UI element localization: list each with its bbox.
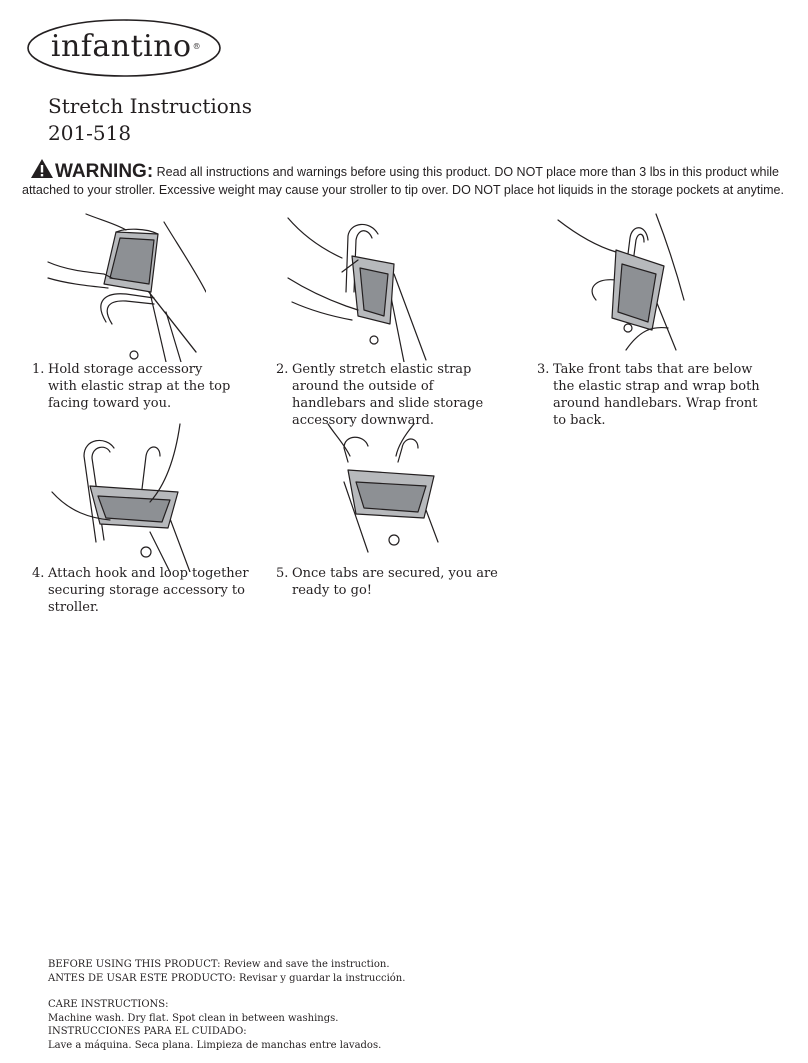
step-1-number: 1.	[32, 362, 45, 377]
step-3	[537, 361, 773, 429]
care-text-english: Machine wash. Dry flat. Spot clean in between washings.	[48, 1012, 339, 1024]
before-use-english: BEFORE USING THIS PRODUCT: Review and save the instruction.	[48, 959, 390, 970]
logo-trademark: ®	[192, 41, 202, 51]
warning-text-line2: attached to your stroller. Excessive weight may cause your stroller to tip over. DO NOT place hot liquids in the storage pockets at anytime.	[22, 183, 784, 197]
logo-text: infantino	[50, 28, 192, 64]
step-4-number: 4.	[32, 566, 45, 581]
before-use-spanish: ANTES DE USAR ESTE PRODUCTO: Revisar y guardar la instrucción.	[48, 972, 406, 984]
warning-text-line1: Read all instructions and warnings before using this product. DO NOT place more than 3 lbs in this product while	[156, 165, 779, 179]
step-2-number: 2.	[276, 362, 289, 377]
step-4	[32, 565, 254, 616]
care-heading-english: CARE INSTRUCTIONS:	[48, 999, 169, 1010]
brand-logo	[26, 18, 222, 78]
footer-notes	[48, 958, 748, 1052]
step-3-text: Take front tabs that are below the elastic strap and wrap both around handlebars. Wrap front to back.	[553, 362, 760, 428]
step-2	[276, 361, 508, 429]
document-number: 201-518	[48, 121, 132, 145]
step-1-illustration	[46, 212, 206, 362]
step-3-number: 3.	[537, 362, 550, 377]
step-2-text: Gently stretch elastic strap around the outside of handlebars and slide storage accessory downward.	[292, 362, 484, 428]
step-3-illustration	[556, 210, 686, 358]
step-5-text: Once tabs are secured, you are ready to go!	[292, 566, 498, 598]
step-2-illustration	[286, 212, 446, 362]
warning-block	[22, 158, 792, 199]
step-4-illustration	[50, 422, 210, 572]
warning-heading: WARNING:	[55, 161, 154, 182]
care-text-spanish: Lave a máquina. Seca plana. Limpieza de manchas entre lavados.	[48, 1039, 382, 1051]
step-5	[276, 565, 506, 599]
step-1	[32, 361, 232, 412]
document-title: Stretch Instructions	[48, 94, 252, 118]
care-heading-spanish: INSTRUCCIONES PARA EL CUIDADO:	[48, 1026, 247, 1037]
warning-triangle-icon	[30, 158, 54, 179]
step-5-number: 5.	[276, 566, 289, 581]
step-5-illustration	[308, 422, 458, 562]
step-1-text: Hold storage accessory with elastic strap at the top facing toward you.	[48, 362, 231, 411]
step-4-text: Attach hook and loop together securing storage accessory to stroller.	[48, 566, 249, 615]
